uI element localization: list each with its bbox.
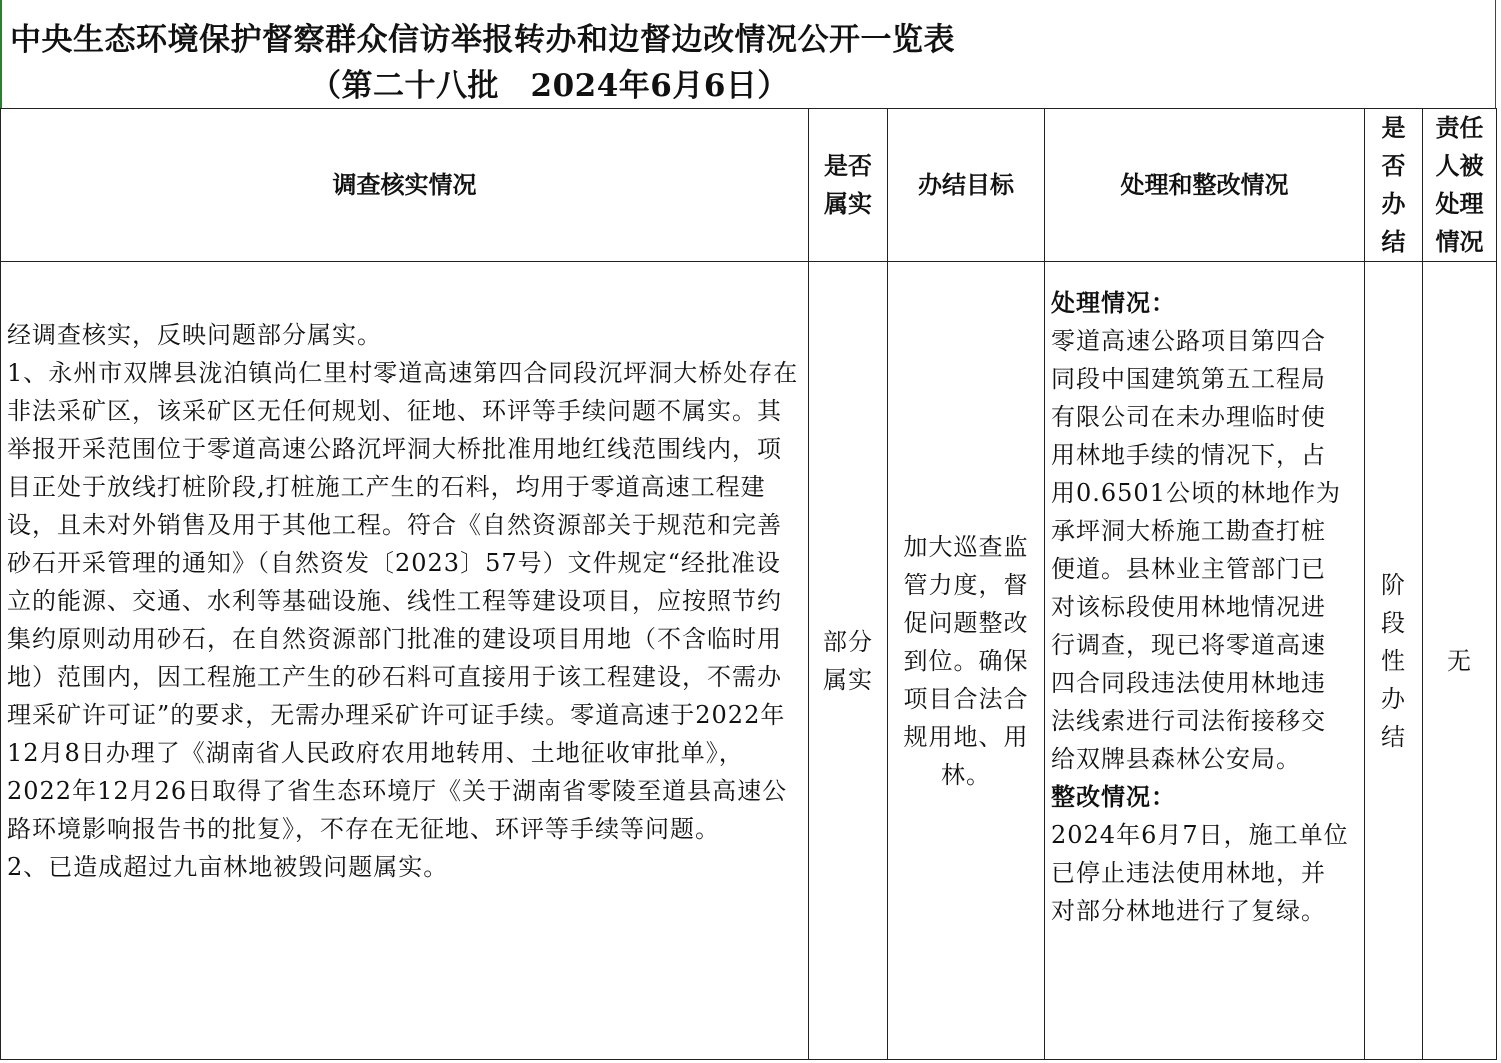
- table-header-row: [1, 109, 1497, 262]
- target-cell: 加大巡查监管力度，督促问题整改到位。确保项目合法合规用地、用林。: [888, 262, 1045, 1060]
- header-handling: 处理和整改情况: [1045, 109, 1365, 262]
- header-is-true: [809, 109, 888, 262]
- investigation-item-1: 1、永州市双牌县泷泊镇尚仁里村零道高速第四合同段沉坪洞大桥处存在非法采矿区，该采矿区无任何规划、征地、环评等手续问题不属实。其举报开采范围位于零道高速公路沉坪洞大桥批准用地红线范围线内，项目正处于放线打桩阶段,打桩施工产生的石料，均用于零道高速工程建设，且未对外销售及用于其他工程。符合《自然资源部关于规范和完善砂石开采管理的通知》（自然资发〔2023〕57号）文件规定“经批准设立的能源、交通、水利等基础设施、线性工程等建设项目，应按照节约集约原则动用砂石，在自然资源部门批准的建设项目用地（不含临时用地）范围内，因工程施工产生的砂石料可直接用于该工程建设，不需办理采矿许可证”的要求，无需办理采矿许可证手续。零道高速于2022年12月8日办理了《湖南省人民政府农用地转用、土地征收审批单》，2022年12月26日取得了省生态环境厅《关于湖南省零陵至道县高速公路环境影响报告书的批复》，不存在无征地、环评等手续等问题。: [7, 359, 799, 843]
- header-target: 办结目标: [888, 109, 1045, 262]
- left-border-accent: [0, 0, 2, 108]
- is-closed-cell: [1365, 262, 1423, 1060]
- header-is-true-label: 是否属实: [824, 151, 872, 218]
- header-accountability-label: 责任人被处理情况: [1435, 113, 1484, 256]
- rectification-text: 2024年6月7日，施工单位已停止违法使用林地，并对部分林地进行了复绿。: [1051, 821, 1349, 925]
- investigation-summary: 经调查核实，反映问题部分属实。: [7, 321, 382, 349]
- investigation-item-2: 2、已造成超过九亩林地被毁问题属实。: [7, 853, 449, 881]
- investigation-cell: [1, 262, 809, 1060]
- is-true-cell: [809, 262, 888, 1060]
- table-row: [1, 262, 1497, 1060]
- header-is-closed: [1365, 109, 1423, 262]
- right-border: [1495, 0, 1496, 108]
- document-title: 中央生态环境保护督察群众信访举报转办和边督边改情况公开一览表: [10, 22, 955, 58]
- rectification-label: 整改情况：: [1051, 782, 1176, 811]
- accountability-cell: 无: [1423, 262, 1497, 1060]
- header-accountability: [1423, 109, 1497, 262]
- processing-label: 处理情况：: [1051, 288, 1176, 317]
- header-investigation: 调查核实情况: [1, 109, 809, 262]
- processing-text: 零道高速公路项目第四合同段中国建筑第五工程局有限公司在未办理临时使用林地手续的情况下，占用0.6501公顷的林地作为承坪洞大桥施工勘查打桩便道。县林业主管部门已对该标段使用林地情况进行调查，现已将零道高速四合同段违法使用林地违法线索进行司法衔接移交给双牌县森林公安局。: [1051, 327, 1341, 773]
- disclosure-table: [0, 108, 1497, 1060]
- is-true-value: 部分属实: [823, 627, 873, 694]
- header-is-closed-label: 是否办结: [1381, 113, 1406, 256]
- handling-cell: [1045, 262, 1365, 1060]
- is-closed-value: 阶段性办结: [1381, 570, 1406, 751]
- document-subtitle: （第二十八批 2024年6月6日）: [310, 68, 789, 104]
